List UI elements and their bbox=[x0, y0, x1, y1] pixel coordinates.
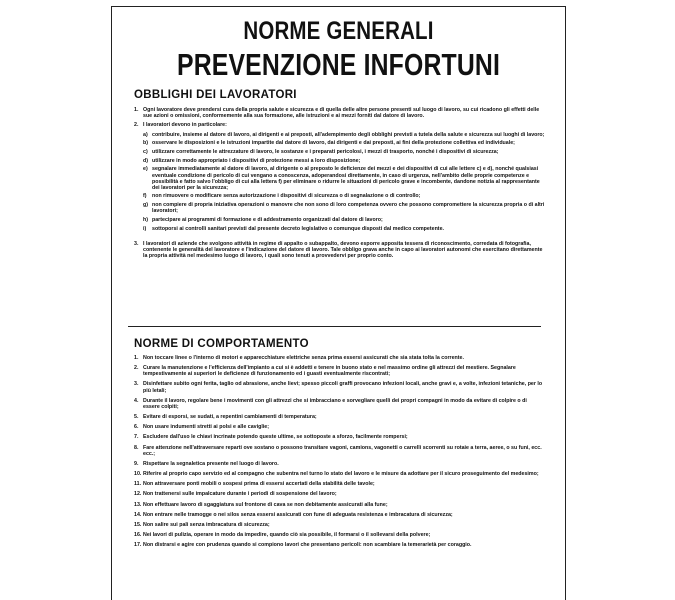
item-number: 3. bbox=[134, 241, 139, 248]
list-item bbox=[134, 122, 545, 128]
obblighi-list bbox=[134, 107, 545, 263]
item-text: I lavoratori di aziende che svolgono attività in regime di appalto o subappalto, devono esporre apposita tessera di riconoscimento, corredata di fotografia, contenente le generalità del lavoratore e l'indicazione del datore di lavoro. Tale obbligo grava anche in capo ai lavoratori autonomi che esercitano direttamente la propria attività nel medesimo luogo di lavoro, i quali sono tenuti a provvedervi per proprio conto. bbox=[143, 241, 543, 260]
item-number: 14. bbox=[134, 511, 142, 518]
sub-item bbox=[143, 217, 545, 223]
list-item bbox=[134, 355, 545, 361]
item-text: Non effettuare lavoro di sgaggiatura sul frontone di cava se non debitamente assicurati alla fune; bbox=[143, 501, 388, 508]
sub-item-text: osservare le disposizioni e le istruzioni impartite dal datore di lavoro, dai dirigenti e dai preposti, ai fini della protezione collettiva ed individuale; bbox=[152, 140, 515, 147]
item-number: 2. bbox=[134, 365, 139, 372]
sub-item-letter: b) bbox=[143, 140, 148, 147]
item-number: 5. bbox=[134, 414, 139, 421]
list-item bbox=[134, 481, 545, 487]
item-number: 16. bbox=[134, 532, 142, 539]
list-item bbox=[134, 398, 545, 410]
list-item bbox=[134, 445, 545, 457]
item-text: Non usare indumenti stretti ai polsi e alle caviglie; bbox=[143, 424, 269, 431]
list-item bbox=[134, 241, 545, 259]
sub-item bbox=[143, 226, 545, 232]
item-text: Nei lavori di pulizia, operare in modo da impedire, quando ciò sia possibile, il formarsi o il sollevarsi della polvere; bbox=[143, 532, 431, 539]
item-number: 13. bbox=[134, 501, 142, 508]
sub-item-letter: f) bbox=[143, 193, 147, 200]
item-number: 15. bbox=[134, 522, 142, 528]
item-number: 1. bbox=[134, 355, 139, 361]
item-text: Escludere dall'uso le chiavi incrinate potendo queste ultime, se sottoposte a sforzo, facilmente rompersi; bbox=[143, 434, 408, 441]
item-text: Non toccare linee o l'interno di motori e apparecchiature elettriche senza prima essersi assicurati che sia stata tolta la corrente. bbox=[143, 355, 464, 361]
item-number: 7. bbox=[134, 434, 139, 441]
title-line-1: NORME GENERALI bbox=[243, 17, 434, 45]
sub-item bbox=[143, 149, 545, 155]
sub-item bbox=[143, 202, 545, 214]
item-text: Ogni lavoratore deve prendersi cura della propria salute e sicurezza e di quella delle altre persone presenti sul luogo di lavoro, su cui ricadono gli effetti delle sue azioni o omissioni, conformemente alla sua formazione, alle istruzioni e ai mezzi forniti dal datore di lavoro. bbox=[143, 107, 540, 120]
sub-item-text: sottoporsi ai controlli sanitari previsti dal presente decreto legislativo o comunque disposti dal medico competente. bbox=[152, 225, 444, 232]
comportamento-list bbox=[134, 355, 545, 553]
item-number: 12. bbox=[134, 491, 142, 498]
sub-item-letter: d) bbox=[143, 157, 148, 164]
list-item bbox=[134, 502, 545, 508]
sub-item-letter: a) bbox=[143, 131, 148, 138]
list-item bbox=[134, 522, 545, 528]
sub-item bbox=[143, 158, 545, 164]
sub-item bbox=[143, 140, 545, 146]
sub-item bbox=[143, 193, 545, 199]
list-item bbox=[134, 381, 545, 393]
item-number: 10. bbox=[134, 471, 142, 478]
sub-item bbox=[143, 132, 545, 138]
list-item bbox=[134, 365, 545, 377]
item-text: Curare la manutenzione e l'efficienza dell'impianto a cui si è addetti e tenere in buono stato e nel massimo ordine gli attrezzi del mestiere. Segnalare tempestivamente ai superiori le deficienze di funzionamento ed i guasti eventualmente riscontrati; bbox=[143, 365, 516, 378]
sub-item bbox=[143, 166, 545, 190]
sub-item-letter: i) bbox=[143, 225, 147, 232]
item-text: Non attraversare ponti mobili o sospesi prima di essersi accertati della stabilità delle tavole; bbox=[143, 481, 375, 488]
sub-item-text: non compiere di propria iniziativa operazioni o manovre che non sono di loro competenza ovvero che possono compromettere la sicurezza propria o di altri lavoratori; bbox=[152, 202, 545, 215]
item-text: Evitare di esporsi, se sudati, a repentini cambiamenti di temperatura; bbox=[143, 414, 317, 421]
sub-item-letter: e) bbox=[143, 166, 148, 173]
item-number: 6. bbox=[134, 424, 139, 431]
sub-item-text: partecipare ai programmi di formazione e di addestramento organizzati dal datore di lavoro; bbox=[152, 216, 383, 223]
item-text: Fare attenzione nell'attraversare reparti ove sostano o possono transitare vagoni, camions, vagonetti o carrelli scorrenti su rotaie a terra, aeree, o su funi, ecc. ecc.; bbox=[143, 444, 542, 457]
item-number: 4. bbox=[134, 397, 139, 404]
sub-item-text: utilizzare correttamente le attrezzature di lavoro, le sostanze e i preparati pericolosi, i mezzi di trasporto, nonché i dispositivi di sicurezza; bbox=[152, 149, 499, 156]
item-text: Disinfettare subito ogni ferita, taglio od abrasione, anche lievi; spesso piccoli graffi provocano infezioni locali, anche gravi e, a volte, infezioni tetaniche, per lo più letali; bbox=[143, 381, 543, 394]
item-text: Non distrarsi e agire con prudenza quando si compiono lavori che presentano pericoli: non scambiare la temerarietà per coraggio. bbox=[143, 542, 472, 549]
item-text: Non trattenersi sulle impalcature durante i periodi di sospensione del lavoro; bbox=[143, 491, 337, 498]
item-text: Non entrare nelle tramogge o nei silos senza essersi assicurati con fune di adeguata resistenza e imbracatura di sicurezza; bbox=[143, 511, 453, 518]
list-item bbox=[134, 434, 545, 440]
sub-item-text: segnalare immediatamente al datore di lavoro, al dirigente o al preposto le deficienze dei mezzi e dei dispositivi di cui alle lettere c) e d), nonché qualsiasi eventuale condizione di pericolo di cui vengano a conoscenza, adoperandosi direttamente, in caso di urgenza, nell'ambito delle proprie competenze e possibilità e fatto salvo l'obbligo di cui alla lettera f) per eliminare o ridurre le situazioni di pericolo grave e incombente, dandone notizia al rappresentante dei lavoratori per la sicurezza; bbox=[152, 166, 540, 191]
item-text: I lavoratori devono in particolare: bbox=[143, 122, 227, 129]
section-heading-comportamento: NORME DI COMPORTAMENTO bbox=[134, 338, 309, 350]
sub-item-letter: c) bbox=[143, 149, 148, 156]
list-item bbox=[134, 491, 545, 497]
item-number: 11. bbox=[134, 481, 142, 488]
list-item bbox=[134, 414, 545, 420]
item-text: Non salire sui pali senza imbracatura di sicurezza; bbox=[143, 522, 270, 528]
item-number: 3. bbox=[134, 381, 139, 388]
sub-item-letter: h) bbox=[143, 216, 148, 223]
item-number: 17. bbox=[134, 542, 142, 549]
list-item bbox=[134, 542, 545, 548]
item-text: Durante il lavoro, regolare bene i movimenti con gli attrezzi che si imbracciano e sorvegliare quelli dei propri compagni in modo da evitare di colpire o di essere colpiti; bbox=[143, 397, 527, 410]
item-number: 9. bbox=[134, 460, 139, 467]
item-number: 8. bbox=[134, 444, 139, 451]
item-number: 1. bbox=[134, 107, 139, 113]
safety-sign bbox=[111, 6, 566, 600]
item-text: Riferire al proprio capo servizio ed al compagno che subentra nel turno lo stato del lavoro e le misure da adottare per il sicuro proseguimento del medesimo; bbox=[143, 471, 539, 478]
section-divider bbox=[128, 326, 541, 327]
title-line-2: PREVENZIONE INFORTUNI bbox=[176, 47, 501, 82]
list-item bbox=[134, 512, 545, 518]
item-text: Rispettare la segnaletica presente nel luogo di lavoro. bbox=[143, 460, 279, 467]
sub-item-text: utilizzare in modo appropriato i dispositivi di protezione messi a loro disposizione; bbox=[152, 157, 361, 164]
sub-item-text: contribuire, insieme al datore di lavoro, ai dirigenti e ai preposti, all'adempimento degli obblighi previsti a tutela della salute e sicurezza sui luoghi di lavoro; bbox=[152, 131, 545, 138]
list-item bbox=[134, 532, 545, 538]
item-number: 2. bbox=[134, 122, 139, 129]
list-item bbox=[134, 461, 545, 467]
sub-item-letter: g) bbox=[143, 202, 148, 209]
list-item bbox=[134, 471, 545, 477]
sub-item-text: non rimuovere o modificare senza autorizzazione i dispositivi di sicurezza o di segnalazione o di controllo; bbox=[152, 193, 421, 200]
list-item bbox=[134, 107, 545, 119]
sub-list bbox=[134, 132, 545, 232]
list-item bbox=[134, 424, 545, 430]
section-heading-obblighi: OBBLIGHI DEI LAVORATORI bbox=[134, 89, 297, 101]
